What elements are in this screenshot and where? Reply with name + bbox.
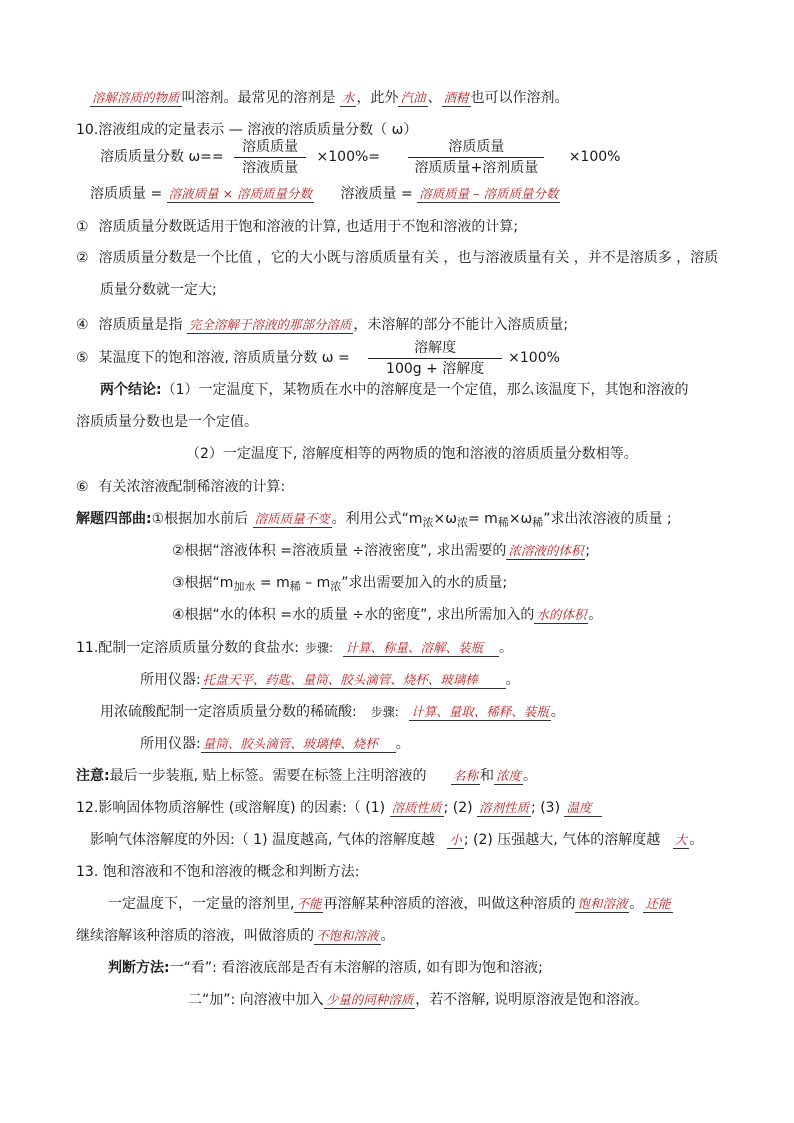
point-6: ⑥ 有关浓溶液配制稀溶液的计算: (76, 479, 286, 495)
mass-formulas-line: 溶质质量 = 溶液质量 × 溶质质量分数 溶液质量 = 溶质质量 – 溶质质量分数 (90, 186, 559, 202)
judge-1: 判断方法:一“看”: 看溶液底部是否有未溶解的溶质, 如有即为饱和溶液; (108, 960, 543, 976)
fill-smaller: 小 (449, 832, 462, 847)
step-3: ③根据“$m_{加水} = m_稀 - m_浓$”求出需要加入的水的质量; (172, 575, 508, 593)
fill-water-volume: 水的体积 (536, 607, 587, 622)
fill-solution-mass: 溶质质量 – 溶质质量分数 (419, 186, 559, 201)
section-12-gas: 影响气体溶解度的外因:（ 1) 温度越高, 气体的溶解度越 小 ; (2) 压强越大, 气体的溶解度越 大 。 (90, 832, 704, 848)
fill-larger: 大 (674, 832, 688, 847)
section-12: 12.影响固体物质溶解性 (或溶解度) 的因素:（ (1) 溶质性质 ; (2) 溶剂性质 ; (3) 温度 (76, 798, 602, 818)
conclusions-1-cont: 溶质质量分数也是一个定值。 (76, 414, 258, 430)
fill-steps-salt: 计算、称量、溶解、装瓶 (343, 640, 499, 657)
point-1: ① 溶质质量分数既适用于饱和溶液的计算, 也适用于不饱和溶液的计算; (76, 219, 519, 235)
fraction-solubility: $\frac{\text{溶解度}}{\text{100g + 溶解度}}$ (368, 339, 502, 378)
fill-water: 水 (341, 90, 355, 105)
dilution-line: 用浓硫酸配制一定溶质质量分数的稀硫酸: 步骤: 计算、量取、稀释、装瓶 。 (100, 704, 565, 720)
mass-fraction-formula: 溶质质量分数 ω== $\frac{\text{溶质质量}}{\text{溶液质量}}$ ×100%= $\frac{\text{溶质质量}}{\text{溶质质量+溶剂质量}}$ ×100% (100, 138, 621, 176)
fill-temperature: 温度 (564, 800, 601, 817)
point-2: ② 溶质质量分数是一个比值 ，它的大小既与溶质质量有关 ，也与溶液质量有关 ，并不是溶质多 ，溶质 (76, 250, 719, 266)
fill-steps-acid: 计算、量取、稀释、装瓶 (411, 704, 549, 719)
fraction-2: $\frac{\text{溶质质量}}{\text{溶质质量+溶剂质量}}$ (407, 138, 547, 177)
section-11: 11.配制一定溶质质量分数的食盐水: 步骤: 计算、称量、溶解、装瓶 。 (76, 640, 513, 656)
fill-can: 还能 (645, 896, 671, 911)
fill-same-solute: 少量的同种溶质 (325, 992, 414, 1007)
fill-saturated: 饱和溶液 (577, 896, 628, 911)
point-4: ④ 溶质质量是指 完全溶解于溶液的那部分溶质 ，未溶解的部分不能计入溶质质量; (76, 317, 569, 333)
conclusions-1: 两个结论:（1）一定温度下，某物质在水中的溶解度是一个定值，那么该温度下，其饱和溶液的 (100, 382, 689, 398)
definition-line: 一定温度下，一定量的溶剂里, 不能 再溶解某种溶质的溶液，叫做这种溶质的 饱和溶液 。 还能 (108, 896, 671, 912)
instruments-1: 所用仪器: 托盘天平、药匙、量筒、胶头滴管、烧杯、玻璃棒 。 (140, 672, 520, 688)
definition-cont: 继续溶解该种溶质的溶液，叫做溶质的 不饱和溶液 。 (76, 928, 395, 944)
fill-dissolved-solute: 完全溶解于溶液的那部分溶质 (188, 317, 352, 332)
fill-cannot: 不能 (296, 896, 322, 911)
fill-alcohol: 酒精 (443, 90, 469, 105)
fill-solvent-nature: 溶剂性质 (479, 800, 530, 815)
fraction-1: $\frac{\text{溶质质量}}{\text{溶液质量}}$ (234, 138, 306, 177)
fill-solute-mass: 溶液质量 × 溶质质量分数 (168, 186, 313, 201)
fill-unsaturated: 不饱和溶液 (316, 928, 379, 943)
step-4: ④根据“水的体积 =水的质量 ÷水的密度”, 求出所需加入的 水的体积 。 (172, 607, 603, 623)
fill-solute-unchanged: 溶质质量不变 (254, 511, 330, 526)
section-10-heading: 10.溶液组成的定量表示 — 溶液的溶质质量分数（ ω） (76, 122, 418, 138)
fill-instruments-acid: 量筒、胶头滴管、玻璃棒、烧杯 (201, 736, 396, 753)
fill-solute-nature: 溶质性质 (391, 800, 442, 815)
judge-2: 二“加”: 向溶液中加入 少量的同种溶质 ，若不溶解, 说明原溶液是饱和溶液。 (188, 992, 649, 1008)
fill-conc-volume: 浓溶液的体积 (508, 543, 584, 558)
solvent-line: 溶解溶质的物质 叫溶剂。最常见的溶剂是 水 ，此外 汽油 、 酒精 也可以作溶剂。 (92, 90, 569, 106)
fill-concentration: 浓度 (495, 768, 521, 783)
section-13-heading: 13. 饱和溶液和不饱和溶液的概念和判断方法: (76, 864, 360, 880)
point-2-cont: 质量分数就一定大; (100, 282, 217, 298)
fill-name: 名称 (452, 768, 478, 783)
fill-gasoline: 汽油 (400, 90, 426, 105)
instruments-2: 所用仪器: 量筒、胶头滴管、玻璃棒、烧杯 。 (140, 736, 410, 752)
conclusions-2: （2）一定温度下, 溶解度相等的两物质的饱和溶液的溶质质量分数相等。 (186, 446, 638, 462)
point-5: ⑤ 某温度下的饱和溶液, 溶质质量分数 ω = $\frac{\text{溶解度}}{\text{100g + 溶解度}}$ ×100% (76, 339, 560, 377)
fill-solvent-def: 溶解溶质的物质 (92, 90, 180, 105)
step-1: 解题四部曲:①根据加水前后 溶质质量不变 。利用公式“$m_浓\times\omega_浓= m_稀\times\omega_稀$”求出浓溶液的质量 ; (76, 511, 672, 529)
fill-instruments-salt: 托盘天平、药匙、量筒、胶头滴管、烧杯、玻璃棒 (201, 672, 506, 689)
step-2: ②根据“溶液体积 =溶液质量 ÷溶液密度”, 求出需要的 浓溶液的体积 ; (172, 543, 591, 559)
note-line: 注意:最后一步装瓶, 贴上标签。需要在标签上注明溶液的 名称 和 浓度 。 (76, 768, 537, 784)
